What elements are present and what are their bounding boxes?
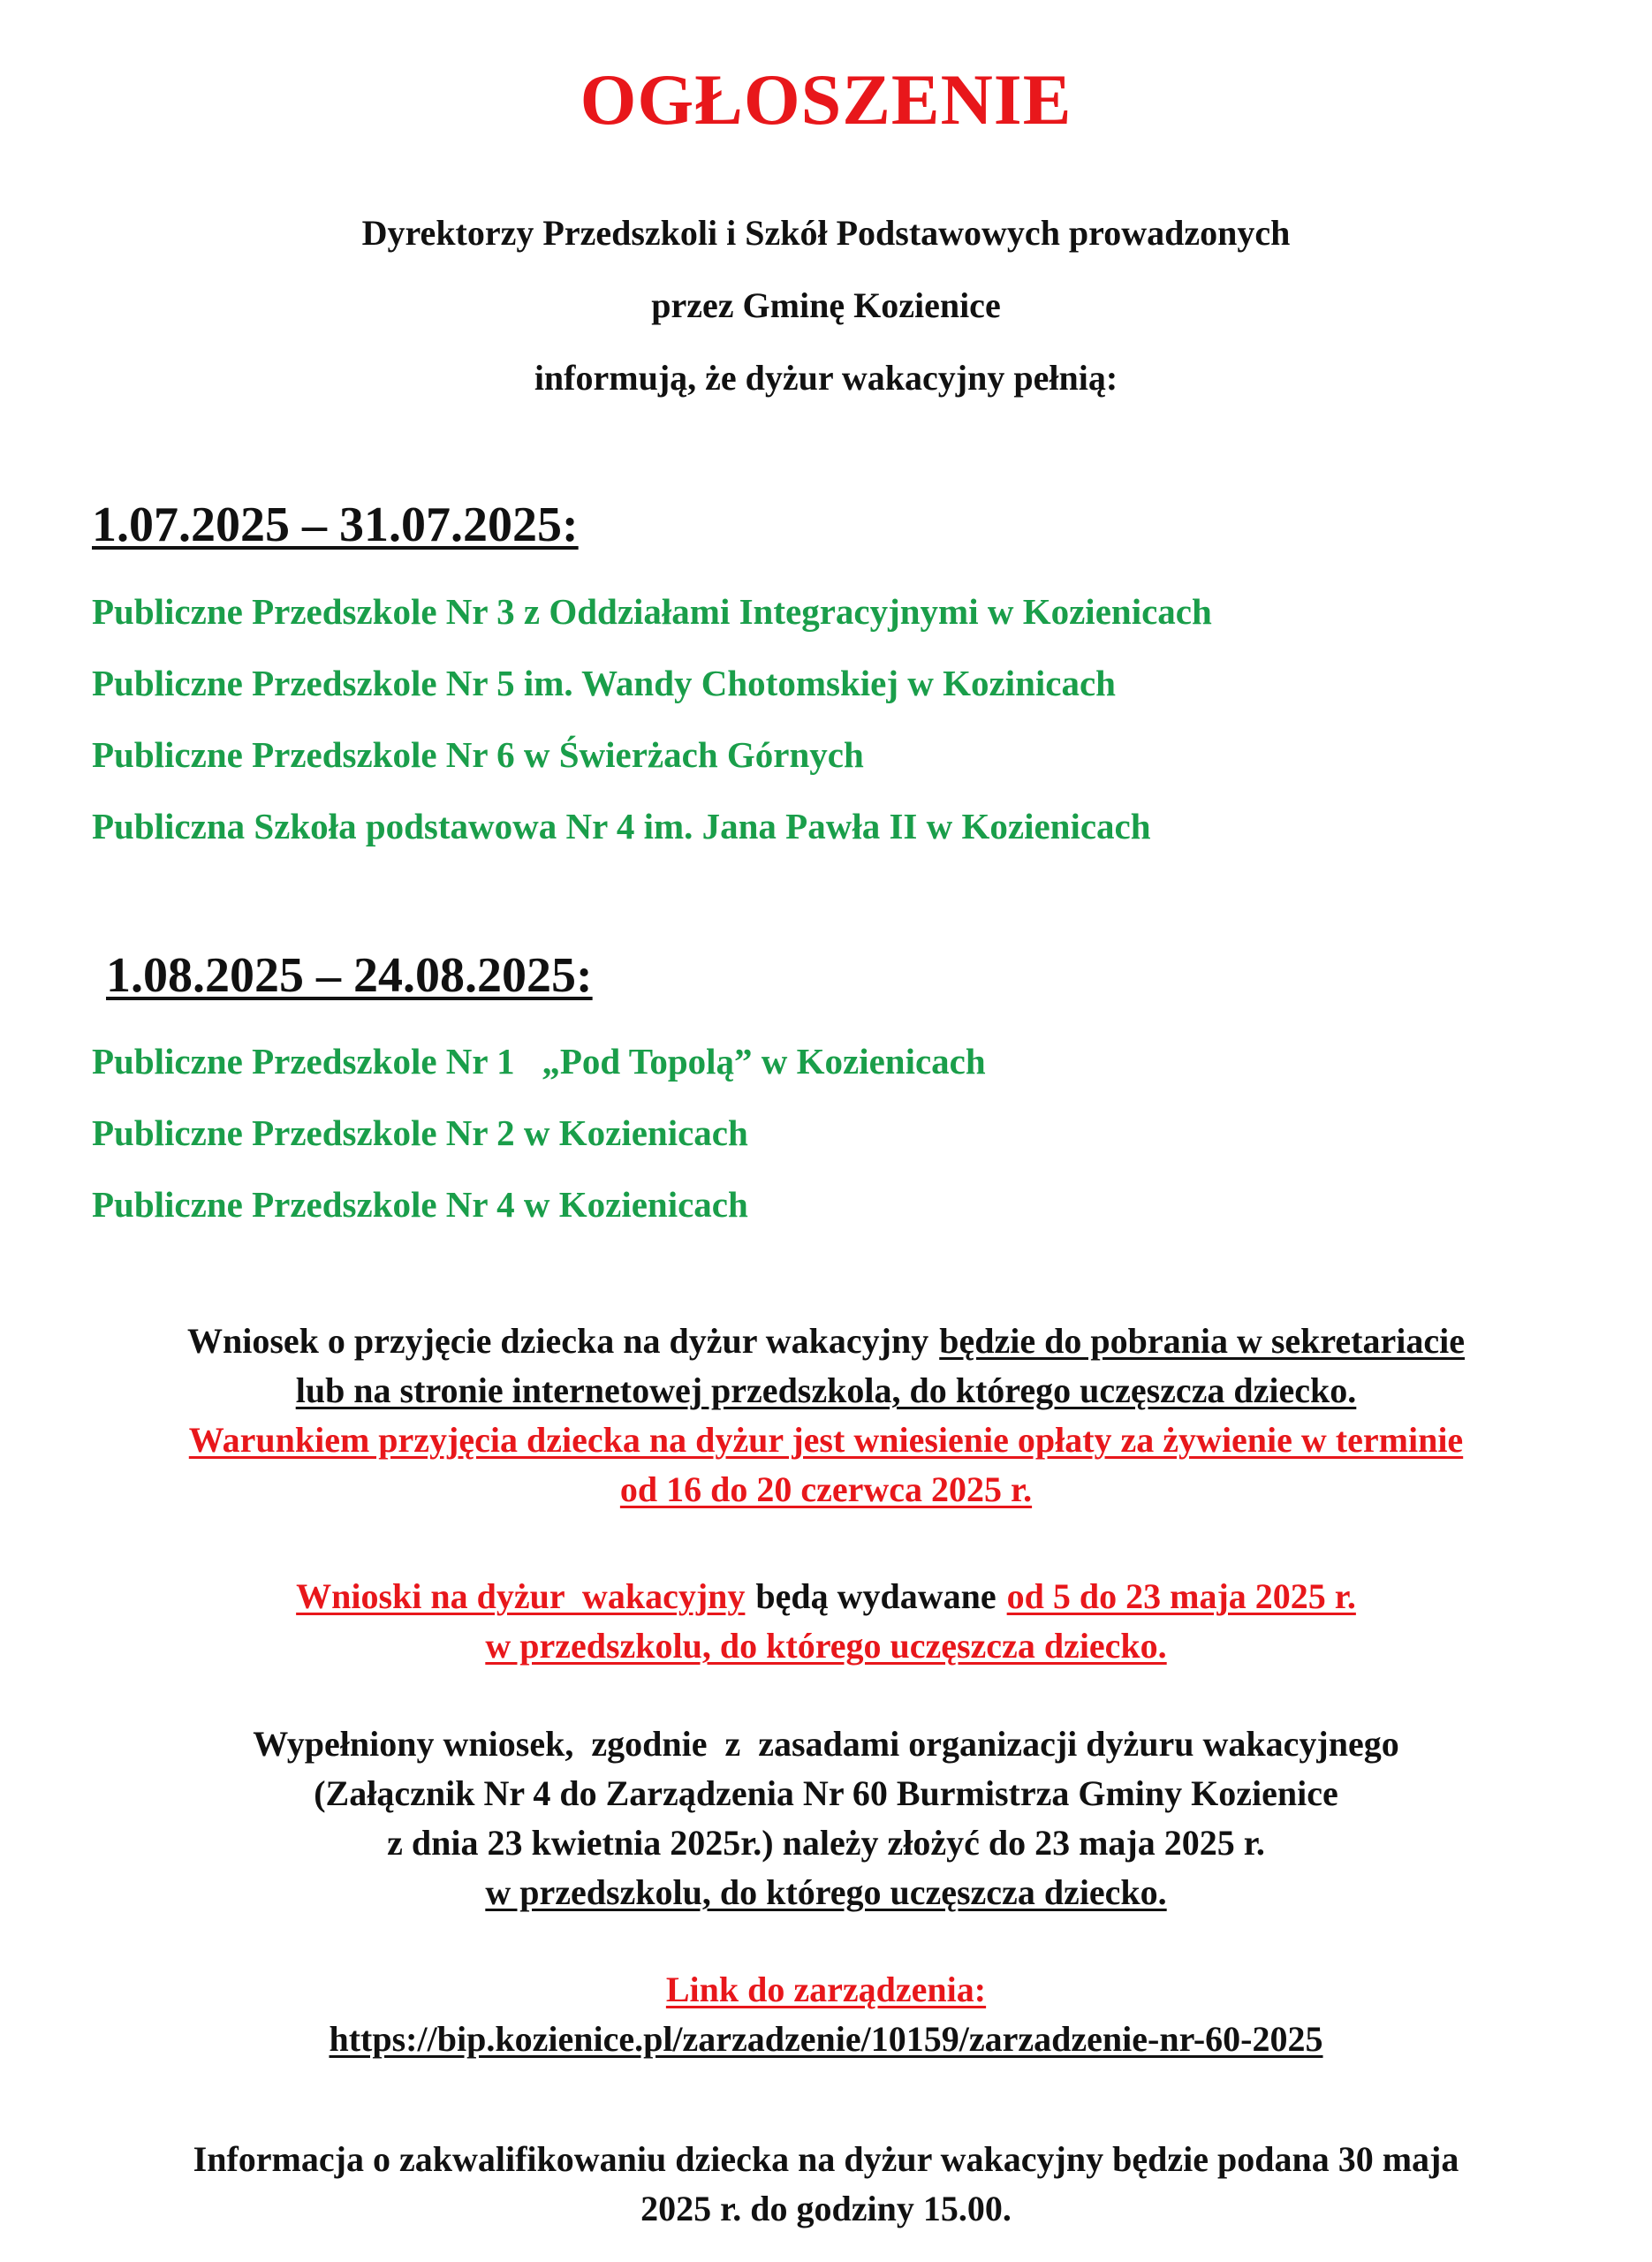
submission-line-2: (Załącznik Nr 4 do Zarządzenia Nr 60 Burmistrza Gminy Kozienice	[314, 1773, 1338, 1813]
regulation-link[interactable]: https://bip.kozienice.pl/zarzadzenie/10159/zarzadzenie-nr-60-2025	[329, 2019, 1323, 2059]
application-info-text: Wniosek o przyjęcie dziecka na dyżur wakacyjny	[187, 1321, 929, 1361]
submission-line-1: Wypełniony wniosek, zgodnie z zasadami organizacji dyżuru wakacyjnego	[253, 1724, 1399, 1764]
period-2-institution: Publiczne Przedszkole Nr 1 „Pod Topolą” w Kozienicach	[92, 1041, 986, 1082]
period-1-dates: 1.07.2025 – 31.07.2025:	[92, 497, 579, 552]
period-1-institution: Publiczne Przedszkole Nr 3 z Oddziałami Integracyjnymi w Kozienicach	[92, 591, 1212, 632]
issuance-part-1: Wnioski na dyżur wakacyjny	[296, 1576, 746, 1616]
period-1-institution: Publiczne Przedszkole Nr 5 im. Wandy Chotomskiej w Kozinicach	[92, 663, 1116, 703]
period-1-institution: Publiczne Przedszkole Nr 6 w Świerżach Górnych	[92, 734, 864, 775]
period-2-institution: Publiczne Przedszkole Nr 4 w Kozienicach	[92, 1184, 748, 1225]
issuance-line-2: w przedszkolu, do którego uczęszcza dziecko.	[485, 1626, 1167, 1666]
intro-line-3: informują, że dyżur wakacyjny pełnią:	[534, 358, 1118, 398]
application-info-line-2: lub na stronie internetowej przedszkola, do którego uczęszcza dziecko.	[295, 1370, 1357, 1410]
period-2-dates: 1.08.2025 – 24.08.2025:	[106, 948, 593, 1003]
page-title: OGŁOSZENIE	[580, 59, 1072, 140]
condition-line-1: Warunkiem przyjęcia dziecka na dyżur jest wniesienie opłaty za żywienie w terminie	[188, 1420, 1464, 1460]
issuance-line-1	[0, 1575, 1652, 1617]
condition-line-2: od 16 do 20 czerwca 2025 r.	[619, 1469, 1033, 1509]
application-info-line-1	[0, 1320, 1652, 1362]
qualification-line-2: 2025 r. do godziny 15.00.	[640, 2189, 1012, 2228]
issuance-part-3: od 5 do 23 maja 2025 r.	[1006, 1576, 1356, 1616]
intro-line-2: przez Gminę Kozienice	[651, 285, 1001, 325]
period-2-institution: Publiczne Przedszkole Nr 2 w Kozienicach	[92, 1112, 748, 1153]
issuance-part-2: będą wydawane	[755, 1576, 997, 1616]
qualification-line-1: Informacja o zakwalifikowaniu dziecka na dyżur wakacyjny będzie podana 30 maja	[193, 2139, 1459, 2179]
submission-line-4: w przedszkolu, do którego uczęszcza dziecko.	[485, 1872, 1167, 1912]
link-label: Link do zarządzenia:	[665, 1970, 987, 2009]
submission-line-3: z dnia 23 kwietnia 2025r.) należy złożyć do 23 maja 2025 r.	[387, 1823, 1265, 1863]
application-info-underlined: będzie do pobrania w sekretariacie	[939, 1321, 1465, 1361]
period-1-institution: Publiczna Szkoła podstawowa Nr 4 im. Jana Pawła II w Kozienicach	[92, 806, 1151, 846]
intro-line-1: Dyrektorzy Przedszkoli i Szkół Podstawowych prowadzonych	[361, 213, 1291, 253]
